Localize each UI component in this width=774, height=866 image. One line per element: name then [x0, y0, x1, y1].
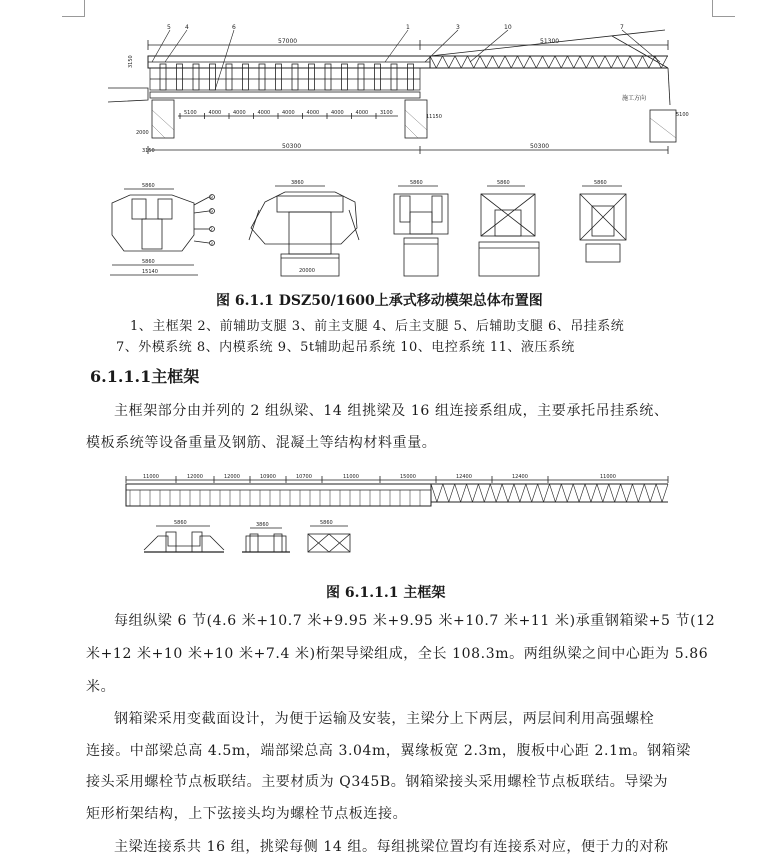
para2-line2: 米+12 米+10 米+10 米+7.4 米)桁架导梁组成，全长 108.3m。两组纵梁之间中心距为 5.86 — [86, 646, 709, 662]
para1-line1: 主框架部分由并列的 2 组纵梁、14 组挑梁及 16 组连接系组成，主要承托吊挂系统、 — [114, 403, 669, 419]
truss-diagonal — [579, 484, 585, 502]
truss-diagonal — [585, 484, 591, 502]
truss-diagonal — [611, 56, 617, 68]
truss-diagonal — [650, 484, 656, 502]
truss-diagonal — [538, 484, 544, 502]
truss-diagonal — [544, 484, 550, 502]
truss-diagonal — [621, 484, 627, 502]
para3-line2: 连接。中部梁总高 4.5m，端部梁总高 3.04m，翼缘板宽 2.3m，腹板中心距 2.1m。钢箱梁 — [86, 743, 691, 759]
truss-diagonal — [568, 56, 574, 68]
truss-diagonal — [502, 484, 508, 502]
truss-diagonal — [615, 484, 621, 502]
fig2-dim-label: 12400 — [512, 474, 528, 480]
inner-dim-label: 5100 — [184, 110, 197, 116]
section-heading: 6.1.1.1主框架 — [90, 367, 200, 386]
callout-3: 3 — [456, 24, 460, 31]
truss-diagonal — [597, 484, 603, 502]
inner-dim-label: 4000 — [282, 110, 295, 116]
fig2-dim-label: 11000 — [343, 474, 359, 480]
truss-diagonal — [449, 484, 455, 502]
section-b-dim-bottom: 20000 — [299, 268, 315, 274]
truss-diagonal — [436, 56, 442, 68]
fig2-dim-label: 15000 — [400, 474, 416, 480]
truss-diagonal — [636, 56, 642, 68]
truss-diagonal — [656, 484, 662, 502]
truss-diagonal — [530, 56, 536, 68]
fig2-dim-label: 11000 — [143, 474, 159, 480]
truss-diagonal — [526, 484, 532, 502]
callout-10: 10 — [504, 24, 512, 31]
figure-layout-drawing — [0, 0, 774, 290]
truss-diagonal — [437, 484, 443, 502]
section-d-dim-top: 5860 — [497, 180, 510, 186]
dim-bottom-2: 50300 — [530, 143, 550, 150]
callout-6: 6 — [232, 24, 236, 31]
truss-diagonal — [430, 56, 436, 68]
truss-diagonal — [484, 484, 490, 502]
para3-line1: 钢箱梁采用变截面设计，为便于运输及安装，主梁分上下两层，两层间利用高强螺栓 — [114, 711, 655, 727]
fig2-dim-label: 12400 — [456, 474, 472, 480]
truss-diagonal — [549, 56, 555, 68]
dim-top-2: 51300 — [540, 38, 560, 45]
para2-line1: 每组纵梁 6 节(4.6 米+10.7 米+9.95 米+9.95 米+10.7 米+11 米)承重钢箱梁+5 节(12 — [114, 613, 716, 629]
truss-diagonal — [520, 484, 526, 502]
fig2-dim-label: 12000 — [187, 474, 203, 480]
truss-diagonal — [605, 56, 611, 68]
figure1-legend-line2: 7、外模系统 8、内模系统 9、5t辅助起吊系统 10、电控系统 11、液压系统 — [116, 340, 575, 355]
section-c-dim-top: 5860 — [410, 180, 423, 186]
truss-diagonal — [644, 484, 650, 502]
figure2-caption: 图 6.1.1.1 主框架 — [326, 585, 446, 601]
truss-diagonal — [555, 484, 561, 502]
truss-diagonal — [627, 484, 633, 502]
para2-line3: 米。 — [86, 679, 116, 695]
dim-bottom-1: 50300 — [282, 143, 302, 150]
section-b-dim-top: 3860 — [291, 180, 304, 186]
inner-dim-label: 3100 — [380, 110, 393, 116]
section-e-dim-top: 5860 — [594, 180, 607, 186]
callout-7: 7 — [620, 24, 624, 31]
truss-diagonal — [593, 56, 599, 68]
truss-diagonal — [490, 484, 496, 502]
truss-diagonal — [478, 484, 484, 502]
truss-diagonal — [555, 56, 561, 68]
truss-diagonal — [514, 484, 520, 502]
dim-top-1: 57000 — [278, 38, 298, 45]
figure1-caption: 图 6.1.1 DSZ50/1600上承式移动模架总体布置图 — [216, 293, 543, 309]
truss-diagonal — [472, 484, 478, 502]
fig2-dim-label: 11000 — [600, 474, 616, 480]
truss-diagonal — [624, 56, 630, 68]
fig2-dim-label: 10700 — [296, 474, 312, 480]
inner-dim-label: 4000 — [355, 110, 369, 116]
fig2-section-a-dim: 5860 — [174, 520, 187, 526]
dim-left-1: 3150 — [128, 55, 134, 68]
truss-diagonal — [461, 484, 467, 502]
truss-diagonal — [603, 484, 609, 502]
truss-diagonal — [499, 56, 505, 68]
truss-diagonal — [486, 56, 492, 68]
fig2-section-c-dim: 5860 — [320, 520, 333, 526]
inner-dim-label: 4000 — [331, 110, 344, 116]
small-dim-a: 5100 — [676, 112, 689, 118]
truss-diagonal — [618, 56, 624, 68]
truss-diagonal — [630, 56, 636, 68]
section-callout-9: 9 — [210, 210, 213, 215]
truss-diagonal — [567, 484, 573, 502]
truss-diagonal — [638, 484, 644, 502]
truss-diagonal — [591, 484, 597, 502]
truss-diagonal — [511, 56, 517, 68]
callout-5: 5 — [167, 24, 171, 31]
truss-diagonal — [561, 56, 567, 68]
truss-diagonal — [443, 56, 449, 68]
truss-diagonal — [536, 56, 542, 68]
truss-diagonal — [599, 56, 605, 68]
truss-diagonal — [455, 56, 461, 68]
small-dim-b: 11150 — [426, 114, 442, 120]
para1-line2: 模板系统等设备重量及钢筋、混凝土等结构材料重量。 — [86, 435, 437, 451]
section-callout-2: 2 — [210, 228, 213, 233]
truss-diagonal — [443, 484, 449, 502]
truss-diagonal — [643, 56, 649, 68]
dim-left-2: 2000 — [136, 130, 149, 136]
dim-left-3: 3150 — [142, 148, 155, 154]
truss-diagonal — [524, 56, 530, 68]
truss-diagonal — [580, 56, 586, 68]
truss-diagonal — [518, 56, 524, 68]
truss-diagonal — [609, 484, 615, 502]
truss-diagonal — [467, 484, 473, 502]
callout-1: 1 — [406, 24, 410, 31]
truss-diagonal — [550, 484, 556, 502]
truss-diagonal — [508, 484, 514, 502]
truss-diagonal — [461, 56, 467, 68]
fig2-section-b-dim: 3860 — [256, 522, 269, 528]
truss-diagonal — [431, 484, 437, 502]
inner-dim-label: 4000 — [257, 110, 271, 116]
inner-dim-label: 4000 — [208, 110, 222, 116]
truss-diagonal — [505, 56, 511, 68]
truss-diagonal — [561, 484, 567, 502]
truss-diagonal — [586, 56, 592, 68]
truss-diagonal — [493, 56, 499, 68]
fig2-dim-label: 10900 — [260, 474, 276, 480]
truss-diagonal — [573, 484, 579, 502]
section-callout-3: 3 — [210, 242, 213, 247]
truss-diagonal — [532, 484, 538, 502]
figure-main-frame-drawing — [0, 470, 774, 570]
callout-4: 4 — [185, 24, 189, 31]
figure1-legend-line1: 1、主框架 2、前辅助支腿 3、前主支腿 4、后主支腿 5、后辅助支腿 6、吊挂系统 — [130, 319, 625, 334]
truss-diagonal — [455, 484, 461, 502]
section-a-dim-top: 5860 — [142, 183, 155, 189]
para4-line1: 主梁连接系共 16 组，挑梁每侧 14 组。每组挑梁位置均有连接系对应，便于力的对称 — [114, 839, 669, 855]
truss-diagonal — [574, 56, 580, 68]
para3-line3: 接头采用螺栓节点板联结。主要材质为 Q345B。钢箱梁接头采用螺栓节点板联结。导梁为 — [86, 774, 669, 790]
truss-diagonal — [480, 56, 486, 68]
truss-diagonal — [449, 56, 455, 68]
truss-diagonal — [662, 484, 668, 502]
label-construction-direction: 施工方向 — [622, 95, 647, 102]
truss-diagonal — [496, 484, 502, 502]
section-a-dim-mid: 5860 — [142, 259, 155, 265]
para3-line4: 矩形桁架结构，上下弦接头均为螺栓节点板连接。 — [86, 806, 408, 822]
fig2-dim-label: 12000 — [224, 474, 240, 480]
inner-dim-label: 4000 — [233, 110, 246, 116]
inner-dim-label: 4000 — [306, 110, 320, 116]
truss-diagonal — [468, 56, 474, 68]
truss-diagonal — [543, 56, 549, 68]
section-callout-8: 8 — [210, 196, 213, 201]
section-a-dim-bottom: 15140 — [142, 269, 158, 275]
truss-diagonal — [632, 484, 638, 502]
